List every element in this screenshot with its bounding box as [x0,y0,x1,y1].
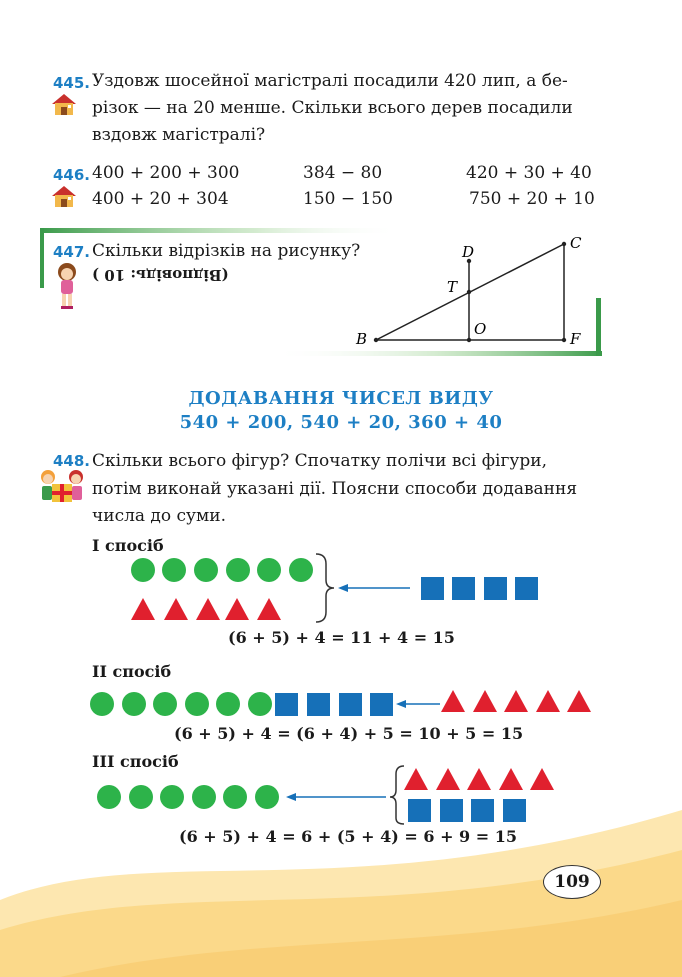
red-triangle [467,768,491,790]
green-circle [216,692,240,716]
green-circle [248,692,272,716]
green-circle [90,692,114,716]
label-f: F [570,330,581,348]
task-448-line-2: потім виконай указані дії. Поясни способи додавання [92,479,578,499]
section-title-line-2: 540 + 200, 540 + 20, 360 + 40 [179,412,503,433]
blue-square [339,693,362,716]
red-triangle [441,690,465,712]
label-c: C [570,234,582,252]
point-f [562,338,566,342]
green-circle [160,785,184,809]
girl-icon [52,262,82,312]
red-triangle [196,598,220,620]
label-t: T [447,278,458,296]
red-triangle [504,690,528,712]
arrow-and-brace [282,762,406,826]
red-triangle [530,768,554,790]
green-circle [257,558,281,582]
green-circle [255,785,279,809]
task-448-number: 448. [53,452,91,470]
method-1-formula: (6 + 5) + 4 = 11 + 4 = 15 [228,628,455,647]
blue-square [307,693,330,716]
task-445-line-1: Уздовж шосейної магістралі посадили 420 лип, а бе- [92,71,568,91]
task-445-number: 445. [53,74,91,92]
task-446-expr-2-3: 750 + 20 + 10 [469,189,595,209]
method-2-label: II спосіб [92,662,172,681]
method-1-label: I спосіб [92,536,164,555]
blue-square [503,799,526,822]
blue-square [275,693,298,716]
task-445-line-2: різок — на 20 менше. Скільки всього дерев посадили [92,98,573,118]
task-446-expr-1-2: 384 − 80 [303,163,383,183]
green-circle [153,692,177,716]
blue-square [408,799,431,822]
red-triangle [436,768,460,790]
method-3-label: III спосіб [92,752,179,771]
children-with-gift-icon [38,468,86,508]
blue-square [515,577,538,600]
task-447-number: 447. [53,243,91,261]
task-446-number: 446. [53,166,91,184]
brace-with-arrow [310,550,422,626]
red-triangle [499,768,523,790]
blue-square [440,799,463,822]
green-circle [131,558,155,582]
label-d: D [462,243,475,261]
red-triangle [257,598,281,620]
point-c [562,242,566,246]
blue-square [484,577,507,600]
blue-square [421,577,444,600]
green-circle [97,785,121,809]
point-b [374,338,378,342]
red-triangle [164,598,188,620]
task-446-expr-1-1: 400 + 200 + 300 [92,163,240,183]
task-446-expr-1-3: 420 + 30 + 40 [466,163,592,183]
task-446-expr-2-2: 150 − 150 [303,189,393,209]
green-circle [162,558,186,582]
red-triangle [404,768,428,790]
blue-square [471,799,494,822]
red-triangle [473,690,497,712]
green-circle [185,692,209,716]
blue-square [370,693,393,716]
blue-square [452,577,475,600]
red-triangle [225,598,249,620]
method-2-formula: (6 + 5) + 4 = (6 + 4) + 5 = 10 + 5 = 15 [174,724,524,743]
page-number: 109 [543,865,601,899]
task-448-line-1: Скільки всього фігур? Спочатку полічи всі фігури, [92,451,548,471]
green-circle [223,785,247,809]
red-triangle [536,690,560,712]
task-448-line-3: числа до суми. [92,506,227,526]
red-triangle [567,690,591,712]
segments-figure [340,230,610,355]
task-446-expr-2-1: 400 + 20 + 304 [92,189,229,209]
method-3-formula: (6 + 5) + 4 = 6 + (5 + 4) = 6 + 9 = 15 [179,827,517,846]
green-circle [129,785,153,809]
label-o: O [474,320,487,338]
label-b: B [356,330,368,348]
house-icon [50,92,78,116]
green-circle [226,558,250,582]
task-447-answer-upside-down: (Відповідь: 10 ) [92,266,229,284]
task-447-question: Скільки відрізків на рисунку? [92,241,361,261]
task-445-line-3: вздовж магістралі? [92,125,266,145]
green-circle [194,558,218,582]
point-t [467,290,471,294]
point-o [467,338,471,342]
green-circle [192,785,216,809]
arrow-left-icon [394,697,442,711]
house-icon [50,184,78,208]
section-title-line-1: ДОДАВАННЯ ЧИСЕЛ ВИДУ [188,388,494,409]
red-triangle [131,598,155,620]
green-circle [122,692,146,716]
